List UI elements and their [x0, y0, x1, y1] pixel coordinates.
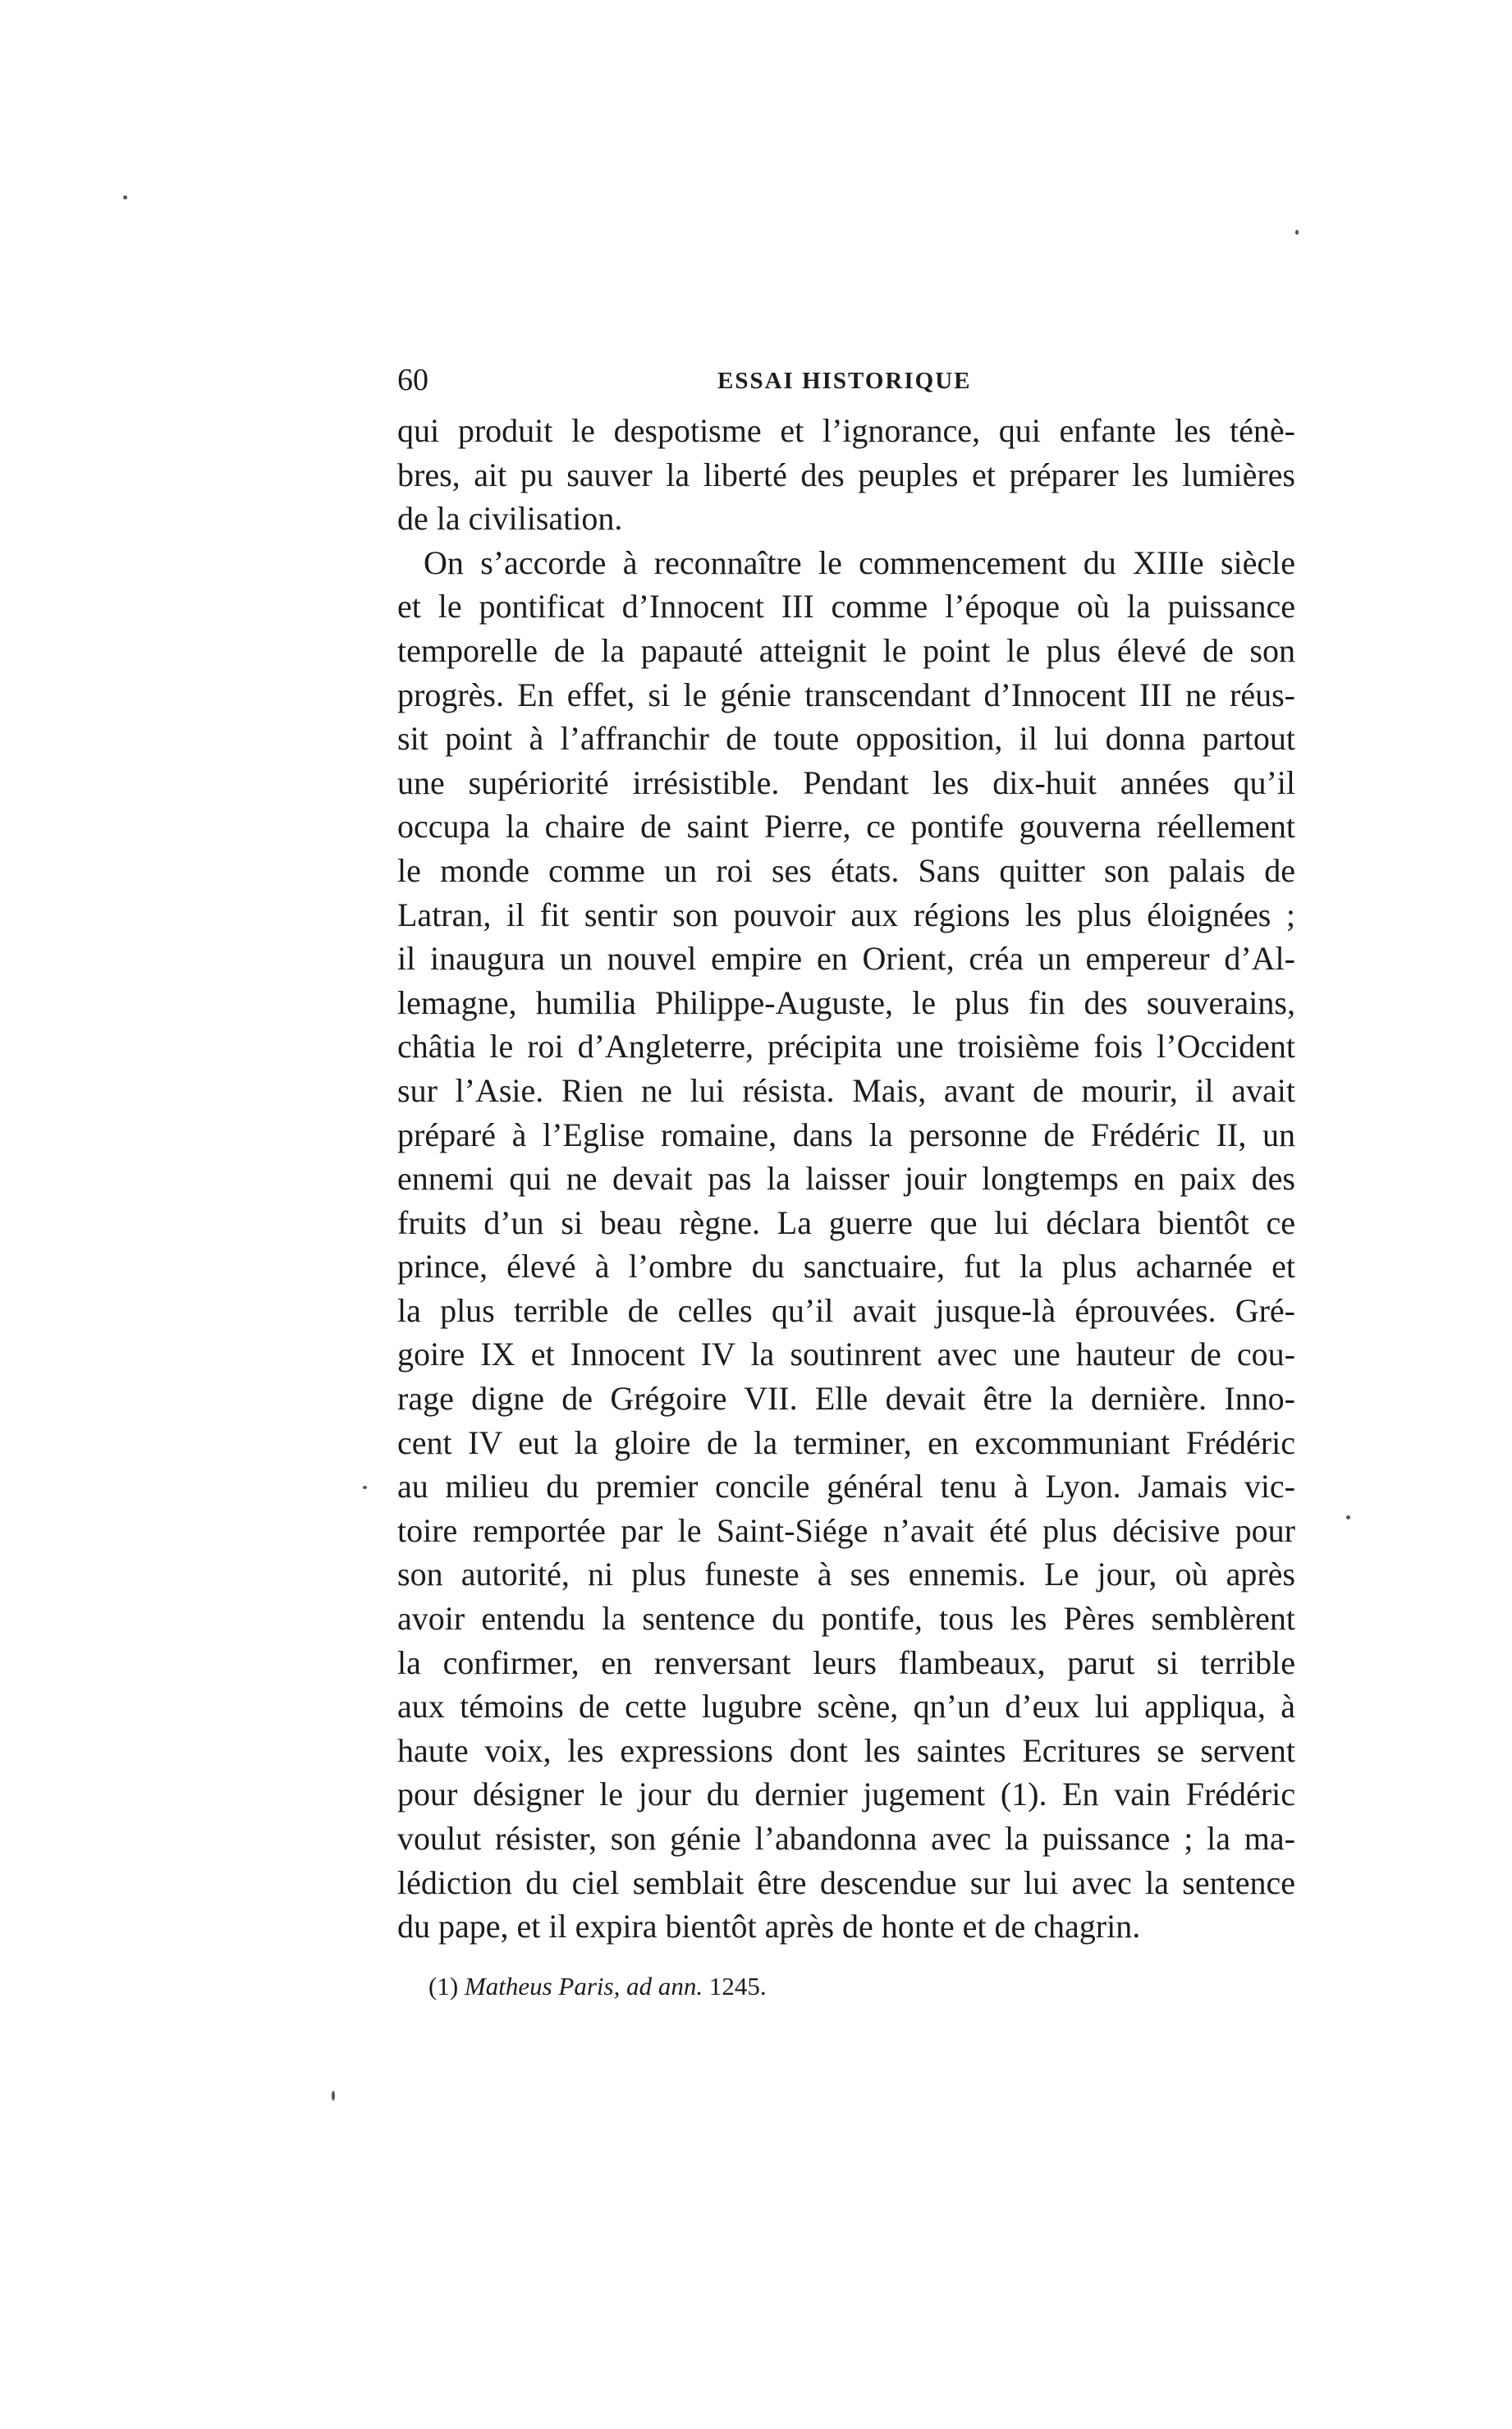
text-line: avoir entendu la sentence du pontife, tous les Pères semblèrent [397, 1600, 1295, 1638]
ink-speck [123, 195, 127, 199]
text-line: progrès. En effet, si le génie transcendant d’Innocent III ne réus- [397, 676, 1295, 713]
text-line: la confirmer, en renversant leurs flambeaux, parut si terrible [397, 1643, 1295, 1681]
text-line: de la civilisation. [397, 500, 623, 538]
text-line: et le pontificat d’Innocent III comme l’époque où la puissance [397, 588, 1295, 626]
running-head [397, 360, 1295, 401]
text-line: son autorité, ni plus funeste à ses ennemis. Le jour, où après [397, 1556, 1295, 1593]
ink-speck [1346, 1515, 1350, 1519]
text-line: fruits d’un si beau règne. La guerre que lui déclara bientôt ce [397, 1203, 1295, 1241]
footnote-marker: (1) [428, 1972, 459, 2000]
text-line: On s’accorde à reconnaître le commencement du XIIIe siècle [424, 543, 1295, 581]
text-line: prince, élevé à l’ombre du sanctuaire, fut la plus acharnée et [397, 1248, 1295, 1286]
text-line: une supériorité irrésistible. Pendant les dix-huit années qu’il [397, 763, 1295, 801]
text-line: la plus terrible de celles qu’il avait jusque-là éprouvées. Gré- [397, 1291, 1295, 1329]
text-line: toire remportée par le Saint-Siége n’avait été plus décisive pour [397, 1511, 1295, 1549]
text-line: pour désigner le jour du dernier jugement (1). En vain Frédéric [397, 1776, 1295, 1813]
text-line: ennemi qui ne devait pas la laisser jouir longtemps en paix des [397, 1160, 1295, 1198]
text-line: sit point à l’affranchir de toute opposition, il lui donna partout [397, 720, 1295, 758]
text-line: cent IV eut la gloire de la terminer, en excommuniant Frédéric [397, 1423, 1295, 1461]
footnote [428, 1968, 767, 2005]
footnote-reference: ad ann. [626, 1972, 703, 2000]
text-line: rage digne de Grégoire VII. Elle devait être la dernière. Inno- [397, 1380, 1295, 1418]
running-title: ESSAI HISTORIQUE [717, 368, 972, 394]
text-line: châtia le roi d’Angleterre, précipita une troisième fois l’Occident [397, 1028, 1295, 1066]
text-line: préparé à l’Eglise romaine, dans la personne de Frédéric II, un [397, 1116, 1295, 1153]
text-line: temporelle de la papauté atteignit le point le plus élevé de son [397, 631, 1295, 669]
page-number: 60 [397, 363, 428, 397]
text-line: bres, ait pu sauver la liberté des peuples et préparer les lumières [397, 456, 1295, 493]
text-line: il inaugura un nouvel empire en Orient, créa un empereur d’Al- [397, 940, 1295, 978]
ink-speck [363, 1486, 367, 1489]
text-line: le monde comme un roi ses états. Sans quitter son palais de [397, 851, 1295, 889]
text-line: au milieu du premier concile général tenu à Lyon. Jamais vic- [397, 1468, 1295, 1506]
text-line: lemagne, humilia Philippe-Auguste, le plus fin des souverains, [397, 983, 1295, 1021]
text-line: aux témoins de cette lugubre scène, qn’un d’eux lui appliqua, à [397, 1688, 1295, 1726]
text-line: sur l’Asie. Rien ne lui résista. Mais, avant de mourir, il avait [397, 1071, 1295, 1109]
text-line: occupa la chaire de saint Pierre, ce pontife gouverna réellement [397, 808, 1295, 846]
text-line: voulut résister, son génie l’abandonna avec la puissance ; la ma- [397, 1820, 1295, 1857]
ink-speck [1295, 230, 1299, 235]
footnote-year: 1245. [708, 1972, 767, 2000]
text-line: du pape, et il expira bientôt après de honte et de chagrin. [397, 1908, 1141, 1945]
text-line: lédiction du ciel semblait être descendue sur lui avec la sentence [397, 1863, 1295, 1901]
text-line: goire IX et Innocent IV la soutinrent avec une hauteur de cou- [397, 1336, 1295, 1373]
body-text [397, 409, 1295, 1949]
text-line: haute voix, les expressions dont les saintes Ecritures se servent [397, 1731, 1295, 1769]
text-line: Latran, il fit sentir son pouvoir aux régions les plus éloignées ; [397, 896, 1295, 933]
text-line: qui produit le despotisme et l’ignorance, qui enfante les ténè- [397, 412, 1295, 449]
ink-speck [332, 2091, 335, 2101]
footnote-author: Matheus Paris, [464, 1972, 621, 2000]
